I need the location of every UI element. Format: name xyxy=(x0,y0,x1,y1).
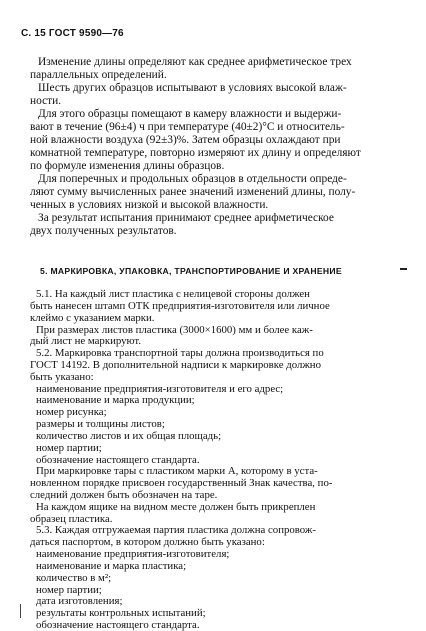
text-line: ГОСТ 14192. В дополнительной надписи к маркировке должно xyxy=(30,358,321,371)
text-line: наименование предприятия-изготовителя; xyxy=(36,548,230,561)
text-line: быть указано: xyxy=(30,370,94,383)
text-line: ности. xyxy=(30,95,62,107)
text-line: количество в м²; xyxy=(36,571,112,584)
text-line: следний должен быть обозначен на таре. xyxy=(30,489,218,501)
text-line: количество листов и их общая площадь; xyxy=(36,429,222,442)
text-line: по формуле изменения длины образцов. xyxy=(30,160,225,172)
text-line: ной влажности воздуха (92±3)%. Затем образцы охлаждают при xyxy=(30,134,341,146)
text-line: вают в течение (96±4) ч при температуре (40±2)°С и относитель- xyxy=(30,121,345,133)
text-line: клеймо с указанием марки. xyxy=(30,311,155,324)
text-line: двух полученных результатов. xyxy=(30,225,177,237)
section-heading: 5. МАРКИРОВКА, УПАКОВКА, ТРАНСПОРТИРОВАНИЕ И ХРАНЕНИЕ xyxy=(40,266,342,276)
text-line: параллельных определений. xyxy=(30,69,167,81)
text-line: обозначение настоящего стандарта. xyxy=(36,619,200,631)
text-line: дата изготовления; xyxy=(36,595,123,608)
text-line: результаты контрольных испытаний; xyxy=(36,607,206,620)
page-header: С. 15 ГОСТ 9590—76 xyxy=(21,28,124,39)
text-line: ляют сумму вычисленных ранее значений изменений длины, полу- xyxy=(30,186,356,198)
text-line: Изменение длины определяют как среднее арифметическое трех xyxy=(38,56,352,68)
text-line: наименование и марка продукции; xyxy=(36,394,195,407)
text-line: образец пластика. xyxy=(30,512,113,525)
text-line: быть нанесен штамп ОТК предприятия-изготовителя или личное xyxy=(30,299,330,312)
text-line: наименование предприятия-изготовителя и его адрес; xyxy=(36,382,284,395)
text-line: На каждом ящике на видном месте должен быть прикреплен xyxy=(36,500,316,513)
margin-tick xyxy=(20,604,21,618)
text-line: Шесть других образцов испытывают в условиях высокой влаж- xyxy=(38,82,347,94)
text-line: За результат испытания принимают среднее арифметическое xyxy=(38,212,334,224)
text-line: обозначение настоящего стандарта. xyxy=(36,453,200,466)
text-line: 5.2. Маркировка транспортной тары должна производиться по xyxy=(36,347,324,360)
text-line: При размерах листов пластика (3000×1600) мм и более каж- xyxy=(36,323,313,336)
text-line: даться паспортом, в котором должно быть указано: xyxy=(30,536,265,549)
text-line: новленном порядке присвоен государственный Знак качества, по- xyxy=(30,477,333,490)
text-line: наименование и марка пластика; xyxy=(36,559,187,572)
text-line: номер партии; xyxy=(36,583,102,596)
text-line: номер рисунка; xyxy=(36,406,107,419)
text-line: 5.3. Каждая отгружаемая партия пластика должна сопровож- xyxy=(36,524,316,537)
text-line: номер партии; xyxy=(36,441,102,454)
text-line: размеры и толщины листов; xyxy=(36,418,165,430)
text-line: Для поперечных и продольных образцов в отдельности опреде- xyxy=(38,173,347,185)
text-line: ченных в условиях низкой и высокой влажности. xyxy=(30,199,269,211)
text-line: 5.1. На каждый лист пластика с нелицевой стороны должен xyxy=(36,288,310,300)
text-line: дый лист не маркируют. xyxy=(30,335,142,348)
margin-mark xyxy=(400,268,407,270)
text-line: комнатной температуре, повторно измеряют их длину и определяют xyxy=(30,147,361,159)
text-line: Для этого образцы помещают в камеру влажности и выдержи- xyxy=(38,108,342,120)
text-line: При маркировке тары с пластиком марки А, которому в уста- xyxy=(36,465,318,478)
